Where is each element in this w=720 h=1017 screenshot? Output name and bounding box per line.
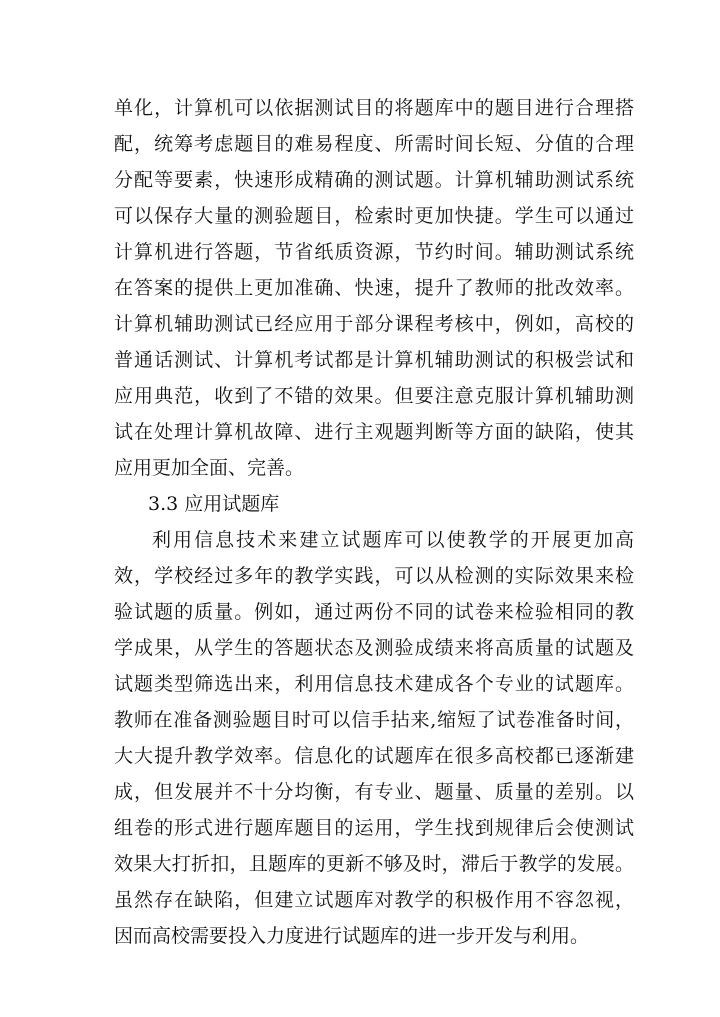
text-line: 分配等要素，快速形成精确的测试题。计算机辅助测试系统 (114, 169, 634, 191)
text-line: 验试题的质量。例如，通过两份不同的试卷来检验相同的教 (114, 601, 634, 623)
page-body (114, 90, 634, 954)
text-line: 可以保存大量的测验题目，检索时更加快捷。学生可以通过 (114, 205, 634, 227)
text-line: 效果大打折扣，且题库的更新不够及时，滞后于教学的发展。 (114, 853, 634, 875)
text-line: 应用典范，收到了不错的效果。但要注意克服计算机辅助测 (114, 385, 634, 407)
section-heading: 3.3 应用试题库 (148, 493, 280, 515)
paragraph-question-bank (114, 522, 634, 954)
paragraph-computer-aided-testing (114, 90, 634, 486)
text-line: 计算机进行答题，节省纸质资源，节约时间。辅助测试系统 (114, 241, 634, 263)
text-line: 普通话测试、计算机考试都是计算机辅助测试的积极尝试和 (114, 349, 634, 371)
text-line: 试在处理计算机故障、进行主观题判断等方面的缺陷，使其 (114, 421, 634, 443)
text-line: 效，学校经过多年的教学实践，可以从检测的实际效果来检 (114, 565, 634, 587)
text-line: 教师在准备测验题目时可以信手拈来,缩短了试卷准备时间， (114, 709, 634, 731)
text-line: 虽然存在缺陷，但建立试题库对教学的积极作用不容忽视， (114, 889, 634, 911)
text-line: 因而高校需要投入力度进行试题库的进一步开发与利用。 (114, 925, 590, 947)
text-line: 计算机辅助测试已经应用于部分课程考核中，例如，高校的 (114, 313, 634, 335)
text-line: 应用更加全面、完善。 (114, 457, 305, 479)
text-line: 学成果，从学生的答题状态及测验成绩来将高质量的试题及 (114, 637, 634, 659)
text-line: 试题类型筛选出来，利用信息技术建成各个专业的试题库。 (114, 673, 634, 695)
text-line: 组卷的形式进行题库题目的运用，学生找到规律后会使测试 (114, 817, 634, 839)
text-line: 大大提升教学效率。信息化的试题库在很多高校都已逐渐建 (114, 745, 634, 767)
text-line: 成，但发展并不十分均衡，有专业、题量、质量的差别。以 (114, 781, 634, 803)
text-line: 配，统筹考虑题目的难易程度、所需时间长短、分值的合理 (114, 133, 634, 155)
text-line: 单化，计算机可以依据测试目的将题库中的题目进行合理搭 (114, 97, 634, 119)
text-line: 在答案的提供上更加准确、快速，提升了教师的批改效率。 (114, 277, 634, 299)
text-line: 利用信息技术来建立试题库可以使教学的开展更加高 (152, 529, 634, 551)
